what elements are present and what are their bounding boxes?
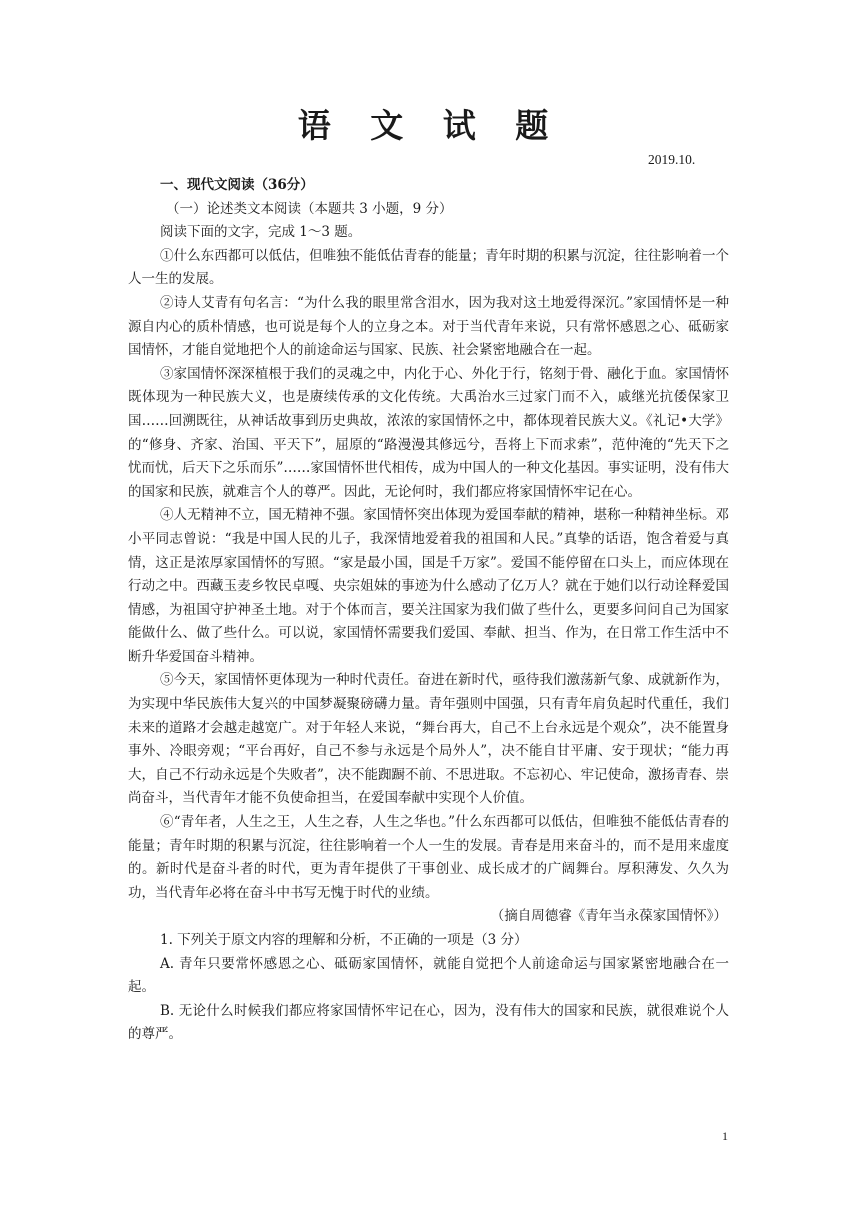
- reading-section: [128, 174, 729, 1047]
- page-number: 1: [722, 1129, 728, 1143]
- passage-paragraph-6: ⑥“青年者，人生之王，人生之春，人生之华也。”什么东西都可以低估，但唯独不能低估青春的能量；青年时期的积累与沉淀，往往影响着一个人一生的发展。青春是用来奋斗的，而不是用来虚度的。新时代是奋斗者的时代，更为青年提供了干事创业、成长成才的广阔舞台。厚积薄发、久久为功，当代青年必将在奋斗中书写无愧于时代的业绩。: [128, 814, 729, 901]
- passage-source: （摘自周德睿《青年当永葆家国情怀》）: [490, 908, 727, 925]
- question-1-option-b: B. 无论什么时候我们都应将家国情怀牢记在心，因为，没有伟大的国家和民族，就很难说个人的尊严。: [128, 1002, 729, 1043]
- question-1-stem: 1. 下列关于原文内容的理解和分析，不正确的一项是（3 分）: [160, 932, 528, 948]
- reading-instruction: 阅读下面的文字，完成 1～3 题。: [160, 224, 362, 241]
- subsection-heading: （一）论述类文本阅读（本题共 3 小题，9 分）: [166, 200, 453, 217]
- passage-paragraph-1: ①什么东西都可以低估，但唯独不能低估青春的能量；青年时期的积累与沉淀，往往影响着一个人一生的发展。: [128, 247, 729, 288]
- question-1-option-a: A. 青年只要常怀感恩之心、砥砺家国情怀，就能自觉把个人前途命运与国家紧密地融合在一起。: [128, 955, 729, 996]
- passage-paragraph-3: ③家国情怀深深植根于我们的灵魂之中，内化于心、外化于行，铭刻于骨、融化于血。家国情怀既体现为一种民族大义，也是赓续传承的文化传统。大禹治水三过家门而不入，戚继光抗倭保家卫国……回溯既往，从神话故事到历史典故，浓浓的家国情怀之中，都体现着民族大义。《礼记•大学》的“修身、齐家、治国、平天下”，屈原的“路漫漫其修远兮，吾将上下而求索”，范仲淹的“先天下之忧而忧，后天下之乐而乐”……家国情怀世代相传，成为中国人的一种文化基因。事实证明，没有伟大的国家和民族，就难言个人的尊严。因此，无论何时，我们都应将家国情怀牢记在心。: [128, 365, 729, 500]
- exam-date: 2019.10.: [648, 152, 696, 167]
- passage-paragraph-4: ④人无精神不立，国无精神不强。家国情怀突出体现为爱国奉献的精神，堪称一种精神坐标。邓小平同志曾说：“我是中国人民的儿子，我深情地爱着我的祖国和人民。”真挚的话语，饱含着爱与真情，这正是浓厚家国情怀的写照。“家是最小国，国是千万家”。爱国不能停留在口头上，而应体现在行动之中。西藏玉麦乡牧民卓嘎、央宗姐妹的事迹为什么感动了亿万人？就在于她们以行动诠释爱国情感，为祖国守护神圣土地。对于个体而言，要关注国家为我们做了些什么，更要多问问自己为国家能做什么、做了些什么。可以说，家国情怀需要我们爱国、奉献、担当、作为，在日常工作生活中不断升华爱国奋斗精神。: [128, 507, 729, 665]
- section-heading: 一、现代文阅读（36分）: [160, 177, 314, 193]
- exam-title: 语 文 试 题: [297, 106, 563, 145]
- passage-paragraph-2: ②诗人艾青有句名言：“为什么我的眼里常含泪水，因为我对这土地爱得深沉。”家国情怀是一种源自内心的质朴情感，也可说是每个人的立身之本。对于当代青年来说，只有常怀感恩之心、砥砺家国情怀，才能自觉地把个人的前途命运与国家、民族、社会紧密地融合在一起。: [128, 294, 729, 359]
- passage-paragraph-5: ⑤今天，家国情怀更体现为一种时代责任。奋进在新时代，亟待我们激荡新气象、成就新作为，为实现中华民族伟大复兴的中国梦凝聚磅礴力量。青年强则中国强，只有青年肩负起时代重任，我们未来的道路才会越走越宽广。对于年轻人来说，“舞台再大，自己不上台永远是个观众”，决不能置身事外、冷眼旁观；“平台再好，自己不参与永远是个局外人”，决不能自甘平庸、安于现状；“能力再大，自己不行动永远是个失败者”，决不能踟蹰不前、不思进取。不忘初心、牢记使命，激扬青春、崇尚奋斗，当代青年才能不负使命担当，在爱国奉献中实现个人价值。: [128, 672, 729, 807]
